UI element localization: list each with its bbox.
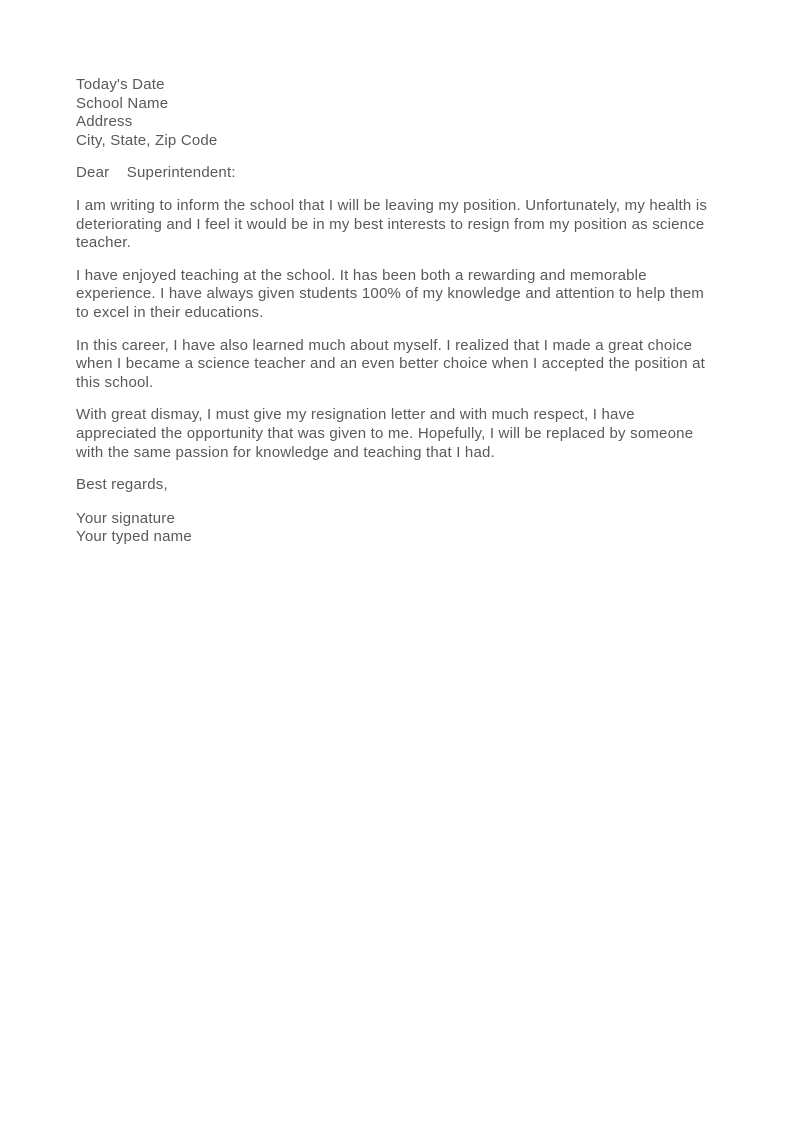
body-paragraph-1: I am writing to inform the school that I will be leaving my position. Unfortunately, my health is deteriorating and I feel it would be in my best interests to resign from my position as science teacher. [76,196,708,252]
letter-header [76,76,716,150]
school-name-line: School Name [76,94,169,112]
body-paragraph-3: In this career, I have also learned much about myself. I realized that I made a great choice when I became a science teacher and an even better choice when I accepted the position at this school. [76,336,706,391]
city-state-zip-line: City, State, Zip Code [76,131,218,149]
typed-name-placeholder-line: Your typed name [76,528,192,546]
signature-block [76,510,716,547]
signature-placeholder-line: Your signature [76,509,175,527]
body-paragraph-4: With great dismay, I must give my resignation letter and with much respect, I have appreciated the opportunity that was given to me. Hopefully, I will be replaced by someone with the same passion for knowledge and teaching that I had. [76,406,694,461]
address-line: Address [76,113,133,131]
salutation: Dear Superintendent: [76,164,236,182]
body-paragraph-2: I have enjoyed teaching at the school. It has been both a rewarding and memorable experience. I have always given students 100% of my knowledge and attention to help them to excel in their educations. [76,266,704,321]
resignation-letter [76,76,716,547]
date-placeholder-line: Today's Date [76,76,165,93]
closing-line: Best regards, [76,476,168,494]
